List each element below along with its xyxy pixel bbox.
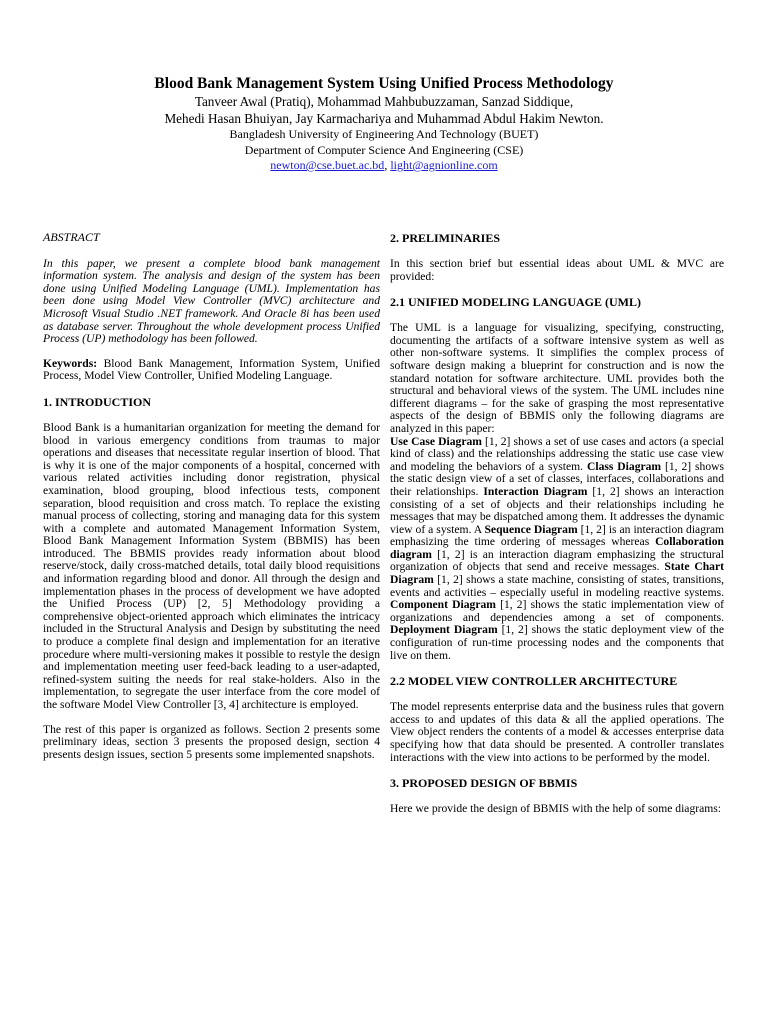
collaboration-diagram-term: Collaboration diagram — [390, 535, 724, 561]
state-chart-diagram-term: State Chart Diagram — [390, 560, 724, 587]
uml-paragraph: The UML is a language for visualizing, specifying, constructing, documenting the artifacts of a software intensive system as well as other non-software systems. It simplifies the complex process of software design making a blueprint for construction and is now the standard notation for software architecture. UML provides both the structural and behavioral views of the system. The UML includes nine different diagrams – for the sake of grasping the most representative aspects of the design of BBMIS only the following diagrams are analyzed in this paper: — [390, 321, 724, 435]
diagram-descriptions-paragraph — [390, 436, 724, 663]
use-case-diagram-term: Use Case Diagram — [390, 434, 482, 448]
abstract-text: In this paper, we present a complete blood bank management information system. The analysis and design of the system has been done using Unified Modeling Language (UML). Implementation has been done using Model View Controller (MVC) architecture and Microsoft Visual Studio .NET framework. And Oracle 8i has been used as database server. Throughout the whole development process Unified Process (UP) methodology has been followed. — [43, 256, 380, 346]
class-diagram-term: Class Diagram — [586, 459, 662, 473]
affiliation-university: Bangladesh University of Engineering And Technology (BUET) — [229, 127, 539, 141]
email-link-light[interactable]: light@agnionline.com — [390, 158, 498, 172]
keywords-label: Keywords: — [43, 356, 98, 370]
preliminaries-heading: 2. PRELIMINARIES — [390, 231, 501, 245]
preliminaries-intro: In this section brief but essential ideas about UML & MVC are provided: — [390, 257, 724, 283]
use-case-diagram-text: [1, 2] shows a set of use cases and actors (a special kind of class) and the relationships addressing the static use case view and modeling the behaviors of a system. — [390, 434, 724, 473]
component-diagram-term: Component Diagram — [390, 598, 496, 612]
email-link-newton[interactable]: newton@cse.buet.ac.bd — [270, 158, 385, 172]
proposed-design-paragraph: Here we provide the design of BBMIS with the help of some diagrams: — [390, 802, 721, 816]
authors-line-2: Mehedi Hasan Bhuiyan, Jay Karmachariya and Muhammad Abdul Hakim Newton. — [164, 111, 604, 126]
abstract-heading: ABSTRACT — [43, 230, 100, 244]
component-diagram-text: [1, 2] shows the static implementation view of organizations and dependencies among a set of components. — [390, 598, 724, 624]
interaction-diagram-term: Interaction Diagram — [483, 484, 588, 498]
state-chart-diagram-text: [1, 2] shows a state machine, consisting of states, transitions, events and activities – especially useful in modeling reactive systems. — [390, 573, 724, 599]
right-column — [390, 231, 724, 828]
left-column — [43, 231, 380, 773]
affiliation-department: Department of Computer Science And Engineering (CSE) — [244, 142, 524, 157]
uml-heading: 2.1 UNIFIED MODELING LANGUAGE (UML) — [390, 295, 642, 310]
author-emails — [0, 158, 768, 174]
keywords-text: Blood Bank Management, Information System, Unified Process, Model View Controller, Unified Modeling Language. — [43, 356, 380, 383]
sequence-diagram-term: Sequence Diagram — [484, 522, 578, 536]
keywords-paragraph — [43, 358, 380, 383]
class-diagram-text: [1, 2] shows the static design view of a set of classes, interfaces, collaborations and their relationships. — [390, 459, 724, 498]
introduction-paragraph-2: The rest of this paper is organized as follows. Section 2 presents some preliminary ideas, section 3 presents the proposed design, section 4 presents design issues, section 5 presents some implemented snapshots. — [43, 722, 380, 761]
introduction-paragraph-1: Blood Bank is a humanitarian organization for meeting the demand for blood in various emergency conditions from traumas to major operations and diseases that necessitate regular insertion of blood. That is why it is one of the major components of a hospital, concerned with various related activities including donor registration, physical examination, blood grouping, blood infectious tests, component separation, blood requisition and cross match. To replace the existing manual process of collecting, storing and managing data for this system with a complete and automated Management Information System, Blood Bank Management Information System (BBMIS) has been introduced. The BBMIS provides ready information about blood reserve/stock, daily cross-matched details, total daily blood requisitions and information regarding blood and donor. All through the design and implementation phases in the process of development we have adopted the Unified Process (UP) [2, 5] Methodology providing a comprehensive object-oriented approach which eliminates the intricacy included in the Structural Analysis and Design by substituting the need to produce a complete final design and implementation for an iterative procedure where multi-versioning makes it possible to restyle the design and implementation meeting user feed-back leading to a user-adapted, refined-system suiting the needs for real stake-holders. Also in the implementation, to segregate the user interface from the core model of the software Model View Controller [3, 4] architecture is employed. — [43, 420, 380, 711]
deployment-diagram-term: Deployment Diagram — [390, 623, 498, 637]
paper-header — [0, 74, 768, 174]
authors-line-1: Tanveer Awal (Pratiq), Mohammad Mahbubuzzaman, Sanzad Siddique, — [194, 94, 574, 109]
collaboration-diagram-text: [1, 2] is an interaction diagram emphasizing the structural organization of objects that send and receive messages. — [390, 547, 724, 574]
proposed-design-heading: 3. PROPOSED DESIGN OF BBMIS — [390, 776, 578, 791]
paper-title: Blood Bank Management System Using Unified Process Methodology — [154, 75, 614, 92]
uml-diagram-descriptions — [390, 436, 724, 663]
mvc-paragraph: The model represents enterprise data and the business rules that govern access to and updates of this data & all the applied operations. The View object renders the contents of a model & accesses enterprise data specifying how that data should be presented. A controller translates interactions with the view into actions to be performed by the model. — [390, 700, 724, 764]
introduction-heading: 1. INTRODUCTION — [43, 394, 152, 409]
sequence-diagram-text: [1, 2] is an interaction diagram emphasizing the time ordering of messages whereas — [390, 522, 725, 549]
interaction-diagram-text: [1, 2] shows an interaction consisting of a set of objects and their relationships including he messages that may be dispatched among them. It addresses the dynamic view of a system. A — [390, 484, 724, 536]
email-separator: , — [384, 158, 391, 172]
mvc-heading: 2.2 MODEL VIEW CONTROLLER ARCHITECTURE — [390, 674, 678, 689]
deployment-diagram-text: [1, 2] shows the static deployment view of the configuration of run-time processing nodes and the components that live on them. — [390, 623, 724, 662]
